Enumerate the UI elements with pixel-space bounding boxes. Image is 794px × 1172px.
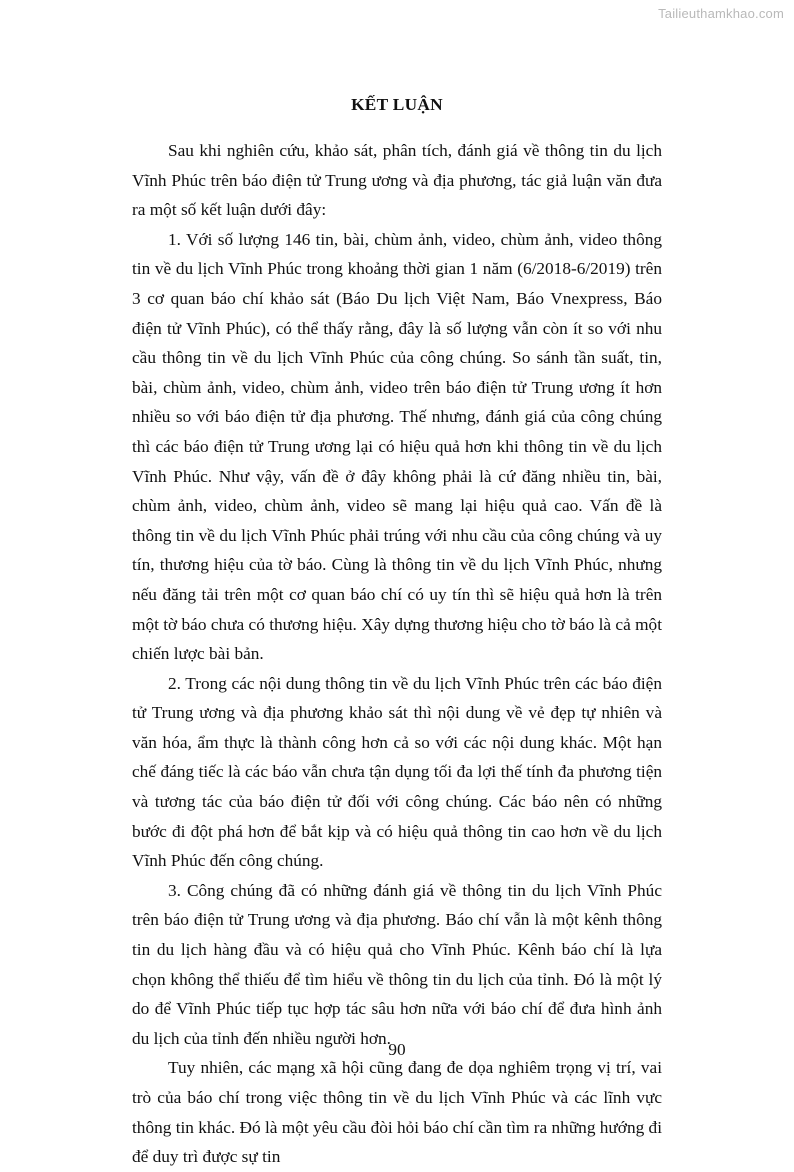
watermark: Tailieuthamkhao.com [658, 6, 784, 21]
intro-paragraph: Sau khi nghiên cứu, khảo sát, phân tích, đánh giá về thông tin du lịch Vĩnh Phúc trên báo điện tử Trung ương và địa phương, tác giả luận văn đưa ra một số kết luận dưới đây: [132, 141, 662, 220]
document-body [132, 136, 662, 1172]
page-number: 90 [388, 1040, 406, 1059]
page-title: KẾT LUẬN [351, 95, 443, 114]
conclusion-paragraph-2: 2. Trong các nội dung thông tin về du lịch Vĩnh Phúc trên các báo điện tử Trung ương và địa phương khảo sát thì nội dung về vẻ đẹp tự nhiên và văn hóa, ẩm thực là thành công hơn cả so với các nội dung khác. Một hạn chế đáng tiếc là các báo vẫn chưa tận dụng tối đa lợi thế tính đa phương tiện và tương tác của báo điện tử đối với công chúng. Các báo nên có những bước đi đột phá hơn để bắt kịp và có hiệu quả thông tin cao hơn về du lịch Vĩnh Phúc đến công chúng. [132, 673, 662, 871]
conclusion-paragraph-1: 1. Với số lượng 146 tin, bài, chùm ảnh, video, chùm ảnh, video thông tin về du lịch Vĩnh Phúc trong khoảng thời gian 1 năm (6/2018-6/2019) trên 3 cơ quan báo chí khảo sát (Báo Du lịch Việt Nam, Báo Vnexpress, Báo điện tử Vĩnh Phúc), có thể thấy rằng, đây là số lượng vẫn còn ít so với nhu cầu thông tin về du lịch Vĩnh Phúc của công chúng. So sánh tần suất, tin, bài, chùm ảnh, video, chùm ảnh, video trên báo điện tử Trung ương ít hơn nhiều so với báo điện tử địa phương. Thế nhưng, đánh giá của công chúng thì các báo điện tử Trung ương lại có hiệu quả hơn khi thông tin về du lịch Vĩnh Phúc. Như vậy, vấn đề ở đây không phải là cứ đăng nhiều tin, bài, chùm ảnh, video, chùm ảnh, video sẽ mang lại hiệu quả cao. Vấn đề là thông tin về du lịch Vĩnh Phúc phải trúng với nhu cầu của công chúng và uy tín, thương hiệu của tờ báo. Cùng là thông tin về du lịch Vĩnh Phúc, nhưng nếu đăng tải trên một cơ quan báo chí có uy tín thì sẽ hiệu quả hơn là trên một tờ báo chưa có thương hiệu. Xây dựng thương hiệu cho tờ báo là cả một chiến lược bài bản. [132, 229, 662, 664]
closing-paragraph: Tuy nhiên, các mạng xã hội cũng đang đe dọa nghiêm trọng vị trí, vai trò của báo chí trong việc thông tin về du lịch Vĩnh Phúc và các lĩnh vực thông tin khác. Đó là một yêu cầu đòi hỏi báo chí cần tìm ra những hướng đi để duy trì được sự tin [132, 1058, 662, 1167]
conclusion-paragraph-3: 3. Công chúng đã có những đánh giá về thông tin du lịch Vĩnh Phúc trên báo điện tử Trung ương và địa phương. Báo chí vẫn là một kênh thông tin du lịch hàng đầu và có hiệu quả cho Vĩnh Phúc. Kênh báo chí là lựa chọn không thể thiếu để tìm hiểu về thông tin du lịch của tỉnh. Đó là một lý do để Vĩnh Phúc tiếp tục hợp tác sâu hơn nữa với báo chí để đưa hình ảnh du lịch của tỉnh đến nhiều người hơn. [132, 880, 662, 1048]
